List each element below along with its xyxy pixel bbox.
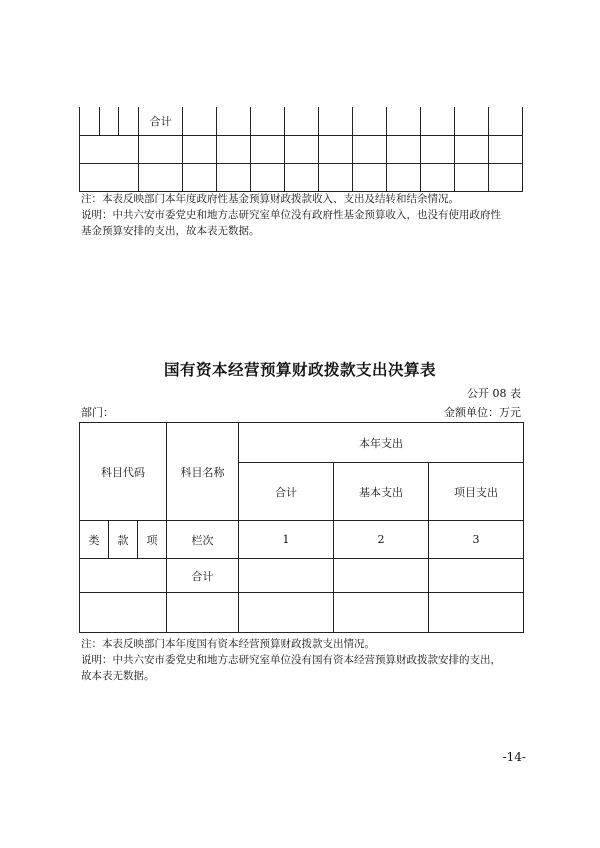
table-row (80, 135, 523, 163)
header-total: 合计 (239, 463, 334, 521)
header-subject-code: 科目代码 (80, 423, 167, 521)
column-number-1: 1 (239, 521, 334, 559)
header-project-expense: 项目支出 (429, 463, 524, 521)
table08 (79, 422, 524, 633)
top-note: 注：本表反映部门本年度政府性基金预算财政拨款收入、支出及结转和结余情况。 (81, 193, 459, 205)
column-number-row (80, 521, 524, 559)
column-number-2: 2 (334, 521, 429, 559)
top-table (79, 107, 523, 192)
header-row-1 (80, 423, 524, 463)
form-code: 公开 08 表 (467, 387, 521, 400)
table-row (80, 163, 523, 191)
page-title: 国有资本经营预算财政拨款支出决算表 (163, 361, 436, 379)
department-label: 部门： (81, 406, 114, 419)
header-lei: 类 (80, 521, 109, 559)
unit-label: 金额单位：万元 (444, 406, 521, 419)
top-table-total-row (80, 107, 523, 135)
header-current-year-expense: 本年支出 (239, 423, 524, 463)
table08-note: 注：本表反映部门本年度国有资本经营预算财政拨款支出情况。 (81, 638, 375, 650)
table-row (80, 593, 524, 633)
total-row-label: 合计 (167, 559, 239, 593)
total-row (80, 559, 524, 593)
header-column-no: 栏次 (167, 521, 239, 559)
table08-container (79, 422, 524, 633)
top-explanation-line-1: 说明：中共六安市委党史和地方志研究室单位没有政府性基金预算收入，也没有使用政府性 (81, 209, 501, 221)
header-xiang: 项 (138, 521, 167, 559)
header-basic-expense: 基本支出 (334, 463, 429, 521)
header-subject-name: 科目名称 (167, 423, 239, 521)
column-number-3: 3 (429, 521, 524, 559)
header-kuan: 款 (109, 521, 138, 559)
top-table-container (79, 107, 523, 192)
table08-explanation-line-1: 说明：中共六安市委党史和地方志研究室单位没有国有资本经营预算财政拨款安排的支出， (81, 654, 501, 666)
top-explanation-line-2: 基金预算安排的支出，故本表无数据。 (81, 225, 260, 237)
page-number: -14- (502, 750, 526, 764)
top-table-total-label: 合计 (139, 107, 183, 135)
table08-explanation-line-2: 故本表无数据。 (81, 670, 155, 682)
